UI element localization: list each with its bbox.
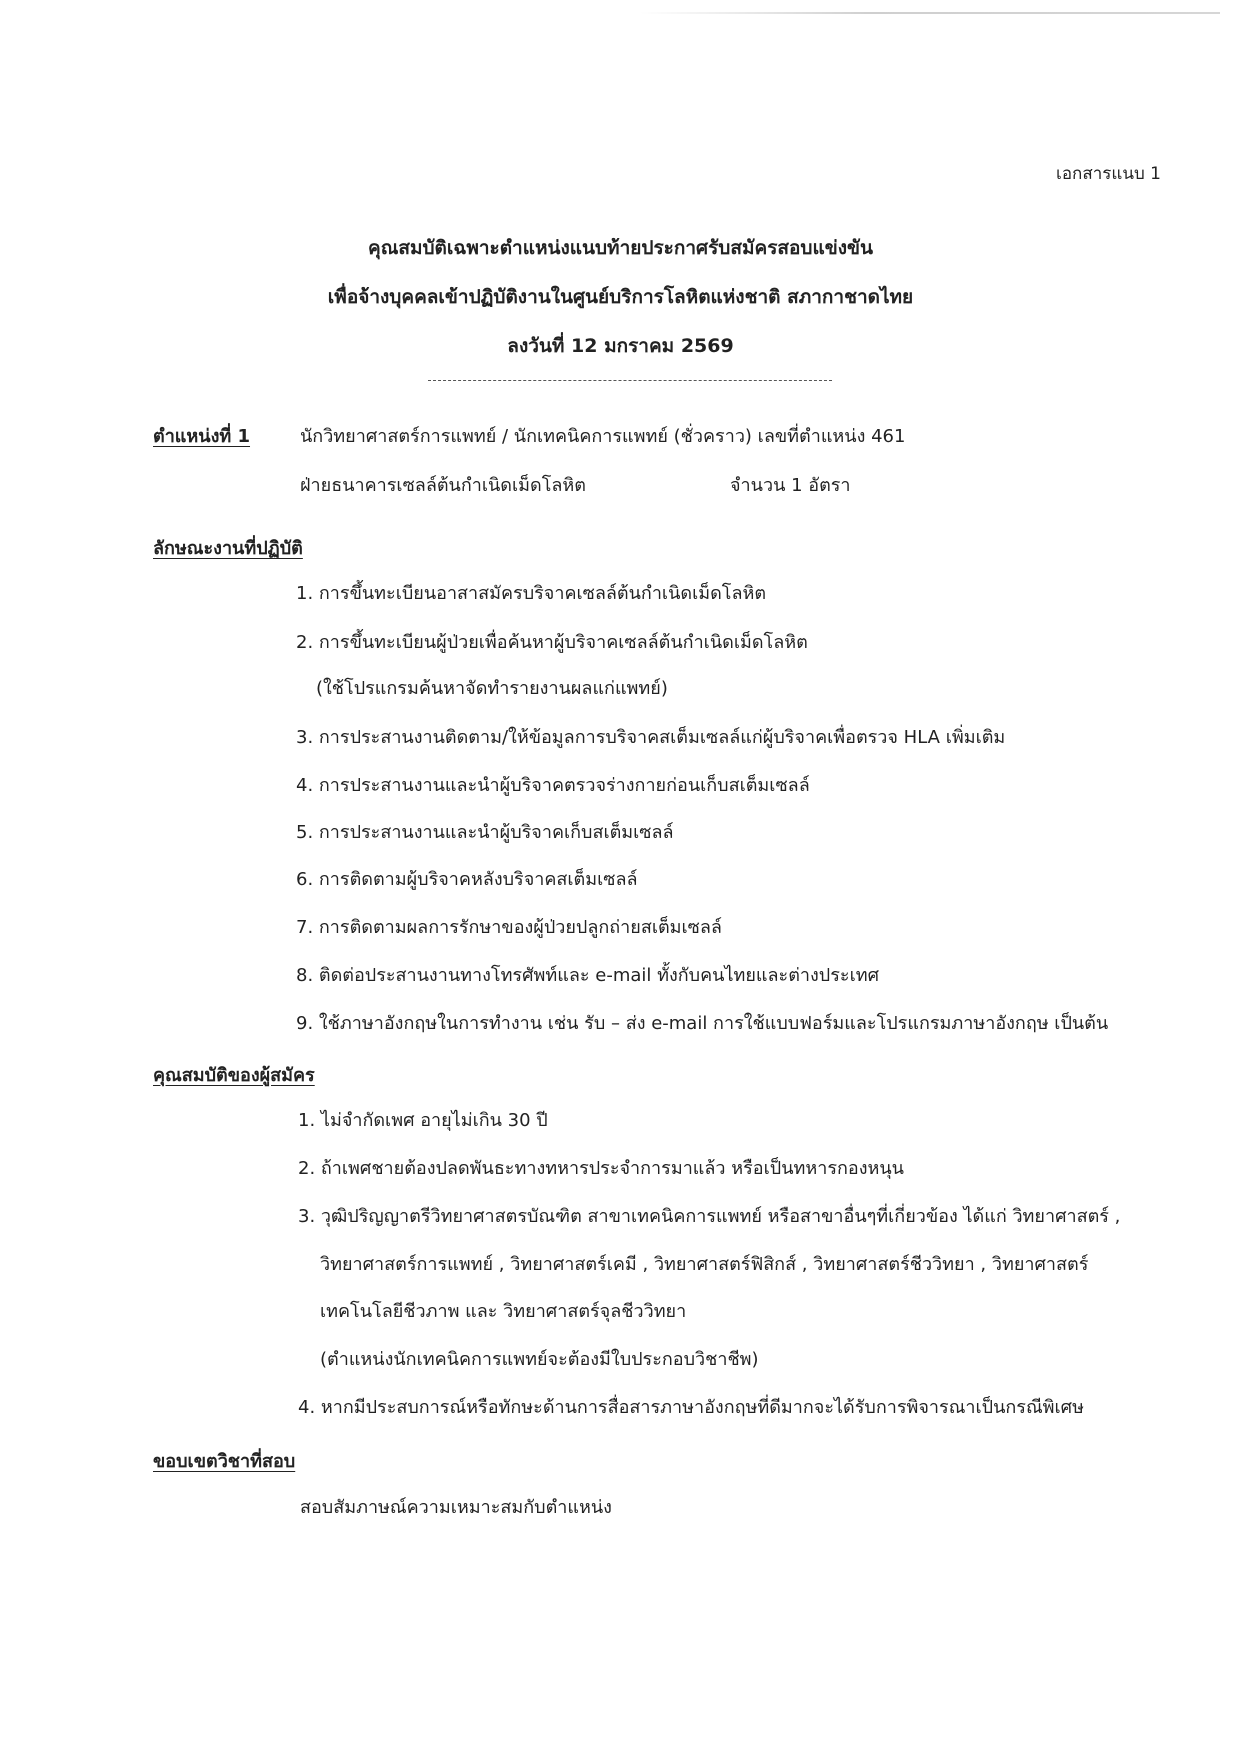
title-line-2: เพื่อจ้างบุคคลเข้าปฏิบัติงานในศูนย์บริการโลหิตแห่งชาติ สภากาชาดไทย (327, 286, 914, 308)
exam-scope-text: สอบสัมภาษณ์ความเหมาะสมกับตำแหน่ง (300, 1497, 612, 1518)
list-item: เทคโนโลยีชีวภาพ และ วิทยาศาสตร์จุลชีววิทยา (320, 1301, 687, 1322)
separator-line (428, 380, 832, 381)
qualifications-heading: คุณสมบัติของผู้สมัคร (153, 1065, 315, 1086)
position-name: นักวิทยาศาสตร์การแพทย์ / นักเทคนิคการแพทย์ (ชั่วคราว) เลขที่ตำแหน่ง 461 (300, 426, 906, 447)
list-item: 4. หากมีประสบการณ์หรือทักษะด้านการสื่อสารภาษาอังกฤษที่ดีมากจะได้รับการพิจารณาเป็นกรณีพิเศษ (298, 1397, 1084, 1418)
list-item: 9. ใช้ภาษาอังกฤษในการทำงาน เช่น รับ – ส่ง e-mail การใช้แบบฟอร์มและโปรแกรมภาษาอังกฤษ เป็นต้น (296, 1013, 1109, 1034)
list-item: 6. การติดตามผู้บริจาคหลังบริจาคสเต็มเซลล์ (296, 869, 638, 890)
list-item: 2. การขึ้นทะเบียนผู้ป่วยเพื่อค้นหาผู้บริจาคเซลล์ต้นกำเนิดเม็ดโลหิต (296, 632, 808, 653)
list-item: 1. การขึ้นทะเบียนอาสาสมัครบริจาคเซลล์ต้นกำเนิดเม็ดโลหิต (296, 583, 767, 604)
title-line-3: ลงวันที่ 12 มกราคม 2569 (507, 335, 734, 357)
list-item: 3. วุฒิปริญญาตรีวิทยาศาสตรบัณฑิต สาขาเทคนิคการแพทย์ หรือสาขาอื่นๆที่เกี่ยวข้อง ได้แก่ วิทยาศาสตร์ , (298, 1206, 1121, 1227)
scan-edge-shadow (640, 12, 1220, 14)
exam-scope-heading: ขอบเขตวิชาที่สอบ (153, 1451, 296, 1472)
list-item: วิทยาศาสตร์การแพทย์ , วิทยาศาสตร์เคมี , วิทยาศาสตร์ฟิสิกส์ , วิทยาศาสตร์ชีววิทยา , วิทยาศาสตร์ (320, 1254, 1089, 1275)
list-item: 8. ติดต่อประสานงานทางโทรศัพท์และ e-mail ทั้งกับคนไทยและต่างประเทศ (296, 965, 880, 986)
position-label: ตำแหน่งที่ 1 (153, 426, 251, 447)
list-item: 5. การประสานงานและนำผู้บริจาคเก็บสเต็มเซลล์ (296, 822, 674, 843)
list-item: 7. การติดตามผลการรักษาของผู้ป่วยปลูกถ่ายสเต็มเซลล์ (296, 917, 722, 938)
list-item: 4. การประสานงานและนำผู้บริจาคตรวจร่างกายก่อนเก็บสเต็มเซลล์ (296, 775, 810, 796)
title-line-1: คุณสมบัติเฉพาะตำแหน่งแนบท้ายประกาศรับสมัครสอบแข่งขัน (368, 237, 873, 259)
list-item: 1. ไม่จำกัดเพศ อายุไม่เกิน 30 ปี (298, 1110, 548, 1131)
list-item: (ตำแหน่งนักเทคนิคการแพทย์จะต้องมีใบประกอบวิชาชีพ) (320, 1349, 759, 1370)
duties-heading: ลักษณะงานที่ปฏิบัติ (153, 538, 303, 559)
list-item: 3. การประสานงานติดตาม/ให้ข้อมูลการบริจาคสเต็มเซลล์แก่ผู้บริจาคเพื่อตรวจ HLA เพิ่มเติม (296, 727, 1006, 748)
position-department: ฝ่ายธนาคารเซลล์ต้นกำเนิดเม็ดโลหิต (300, 475, 586, 496)
position-count: จำนวน 1 อัตรา (730, 475, 851, 496)
attachment-label: เอกสารแนบ 1 (1056, 164, 1161, 184)
document-title (0, 224, 1241, 371)
list-item: (ใช้โปรแกรมค้นหาจัดทำรายงานผลแก่แพทย์) (316, 678, 668, 699)
list-item: 2. ถ้าเพศชายต้องปลดพันธะทางทหารประจำการมาแล้ว หรือเป็นทหารกองหนุน (298, 1158, 904, 1179)
